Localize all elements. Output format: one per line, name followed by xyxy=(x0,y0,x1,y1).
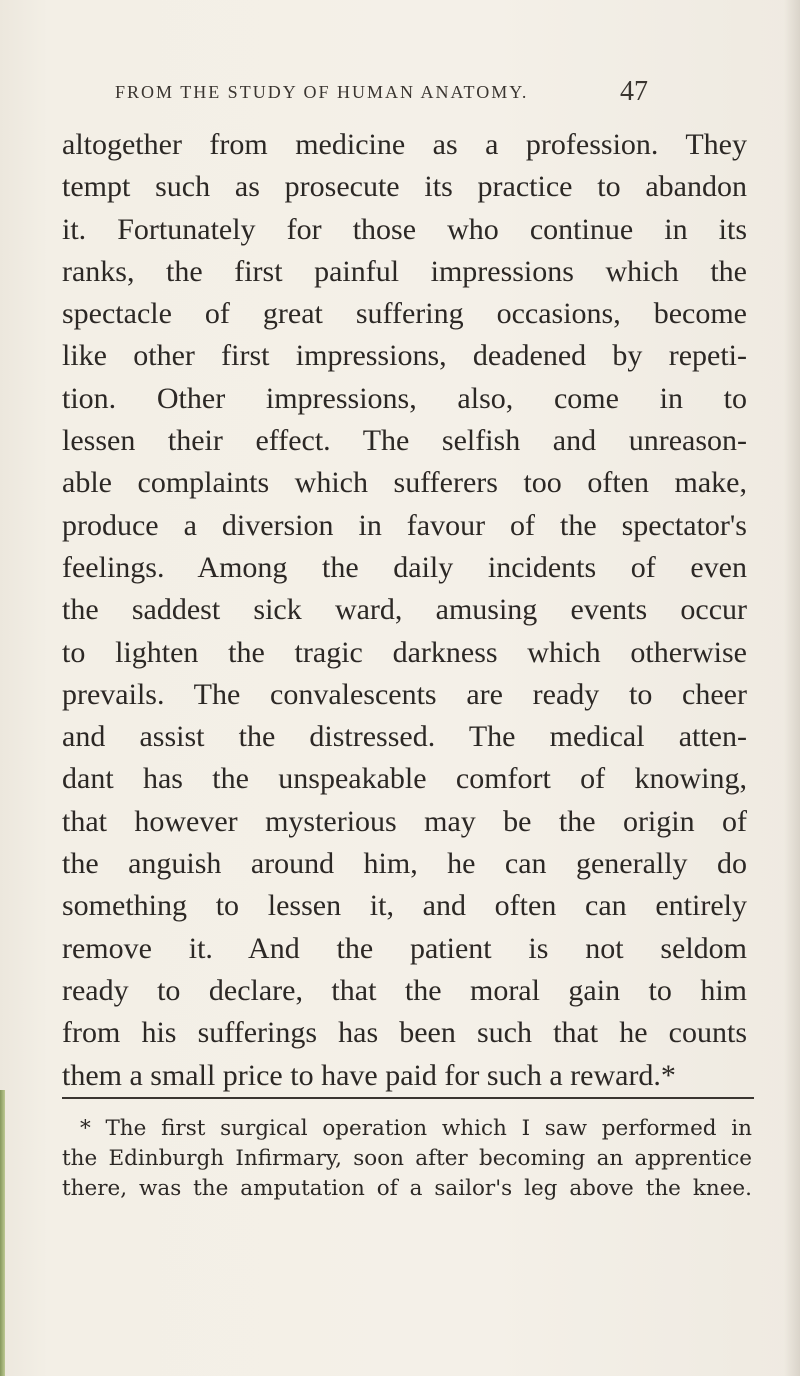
body-line: altogether from medicine as a profession. They xyxy=(62,128,747,161)
page-number: 47 xyxy=(620,76,648,107)
body-line: prevails. The convalescents are ready to cheer xyxy=(62,677,747,711)
body-line: like other first impressions, deadened by repeti- xyxy=(62,339,747,373)
body-line: ranks, the first painful impressions which the xyxy=(62,254,747,288)
running-head: FROM THE STUDY OF HUMAN ANATOMY. xyxy=(115,82,529,102)
body-line: ready to declare, that the moral gain to him xyxy=(62,973,747,1007)
body-line: remove it. And the patient is not seldom xyxy=(62,931,747,965)
body-line: from his sufferings has been such that he counts xyxy=(62,1016,747,1050)
footnote xyxy=(62,1114,752,1204)
body-line: tempt such as prosecute its practice to abandon xyxy=(62,170,747,204)
body-line: them a small price to have paid for such a reward.* xyxy=(62,1058,676,1092)
page-edge-shadow xyxy=(784,0,800,1376)
body-line: that however mysterious may be the origin of xyxy=(62,804,747,838)
footnote-line: the Edinburgh Infirmary, soon after becoming an apprentice xyxy=(62,1146,752,1171)
body-line: to lighten the tragic darkness which otherwise xyxy=(62,635,747,669)
body-line: dant has the unspeakable comfort of knowing, xyxy=(62,762,747,796)
body-line: feelings. Among the daily incidents of even xyxy=(62,550,747,584)
body-line: the saddest sick ward, amusing events occur xyxy=(62,593,747,627)
body-line: and assist the distressed. The medical atten- xyxy=(62,720,747,754)
body-line: something to lessen it, and often can entirely xyxy=(62,889,747,923)
footnote-line: * The first surgical operation which I saw performed in xyxy=(80,1116,752,1141)
footnote-line: there, was the amputation of a sailor's leg above the knee. xyxy=(62,1176,752,1201)
footnote-rule xyxy=(62,1097,754,1099)
body-line: able complaints which sufferers too often make, xyxy=(62,466,747,500)
body-line: tion. Other impressions, also, come in to xyxy=(62,381,747,415)
body-line: spectacle of great suffering occasions, become xyxy=(62,297,747,331)
binding-edge xyxy=(0,1090,5,1376)
body-line: it. Fortunately for those who continue in its xyxy=(62,212,747,246)
body-line: lessen their effect. The selfish and unreason- xyxy=(62,424,747,458)
body-line: produce a diversion in favour of the spectator's xyxy=(62,508,747,542)
body-text xyxy=(62,124,747,1097)
body-line: the anguish around him, he can generally do xyxy=(62,847,747,881)
